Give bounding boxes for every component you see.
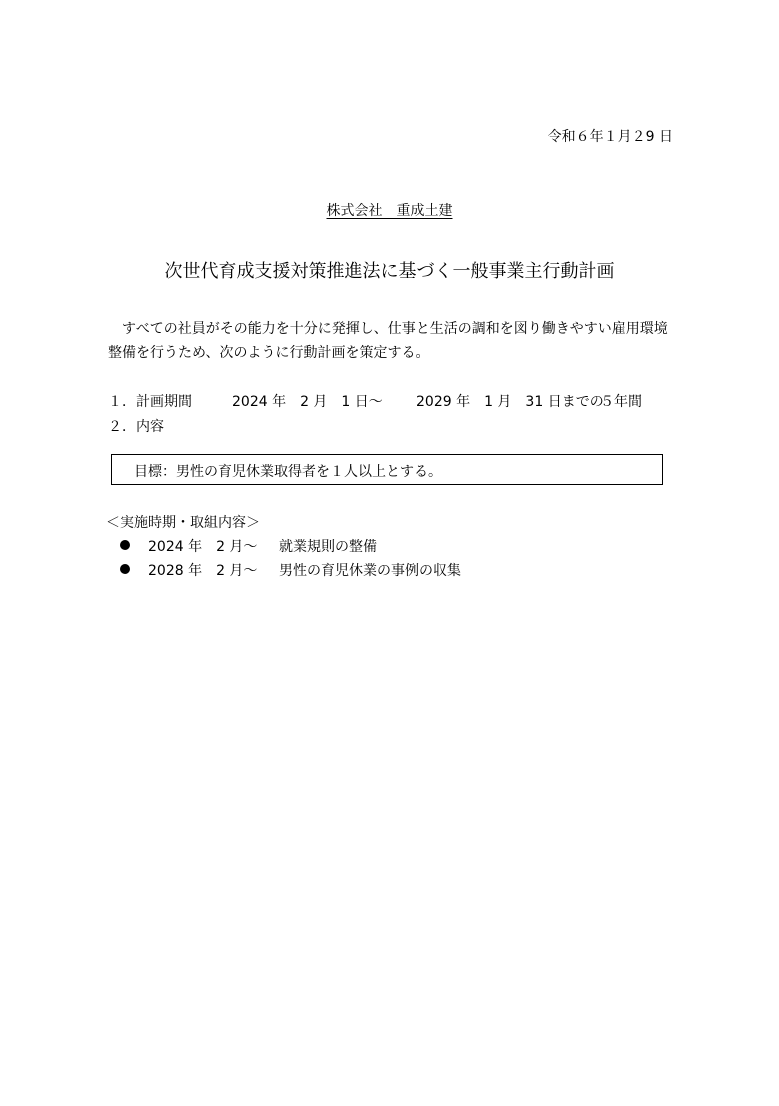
schedule-item-what: 就業規則の整備 [279, 539, 377, 555]
schedule-item-when: 2024 年 2 月～ [148, 539, 258, 555]
goal-text: 目標：男性の育児休業取得者を１人以上とする。 [134, 464, 442, 480]
document-title: 次世代育成支援対策推進法に基づく一般事業主行動計画 [164, 261, 615, 282]
plan-period-label: １．計画期間 [108, 394, 192, 410]
plan-period-line [108, 391, 642, 411]
plan-period-duration: ５年間 [600, 394, 642, 410]
schedule-item-when: 2028 年 2 月～ [148, 563, 258, 579]
intro-line-2: 整備を行うため、次のように行動計画を策定する。 [108, 345, 430, 361]
intro-line-1: すべての社員がその能力を十分に発揮し、仕事と生活の調和を図り働きやすい雇用環境 [122, 321, 668, 337]
schedule-item-what: 男性の育児休業の事例の収集 [279, 563, 461, 579]
schedule-item [120, 536, 377, 556]
schedule-heading: ＜実施時期・取組内容＞ [106, 515, 260, 531]
company-name-block [0, 200, 779, 220]
company-name: 株式会社 重成土建 [326, 203, 453, 219]
bullet-icon [120, 564, 130, 574]
plan-period-end: 2029 年 1 月 31 日までの [416, 394, 604, 410]
schedule-item [120, 560, 461, 580]
content-label: ２．内容 [108, 419, 164, 435]
bullet-icon [120, 540, 130, 550]
goal-box [111, 454, 663, 485]
plan-period-start: 2024 年 2 月 1 日～ [232, 394, 383, 410]
document-date: 令和６年１月２9 日 [547, 129, 673, 145]
intro-paragraph [108, 317, 698, 365]
